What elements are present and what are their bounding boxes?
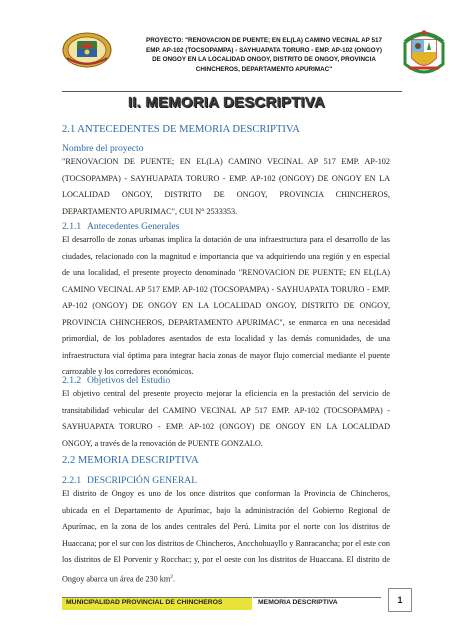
page-header: [62, 26, 402, 92]
area-superscript: 2: [170, 573, 173, 580]
header-line-1: PROYECTO: "RENOVACION DE PUENTE; EN EL(LA) CAMINO VECINAL AP 517: [146, 37, 382, 44]
page-title: II. MEMORIA DESCRIPTIVA: [127, 94, 326, 111]
section-2-1-subheading: Nombre del proyecto: [62, 143, 144, 154]
header-divider: [62, 91, 402, 92]
section-title: Objetivos del Estudio: [87, 375, 171, 386]
section-number: 2.2.1: [62, 475, 82, 486]
section-2-1-paragraph: "RENOVACION DE PUENTE; EN EL(LA) CAMINO VECINAL AP 517 EMP. AP-102 (TOCSOPAMPA) - SAYHUAPATA TORURO - EMP. AP-102 (ONGOY) DE ONGOY EN LA LOCALIDAD ONGOY, DISTRITO DE ONGOY, PROVINCIA CHINCHEROS, DEPARTAMENTO APURIMAC", CUI N° 2533353.: [62, 157, 390, 216]
section-2-1-2-heading: [62, 375, 170, 386]
municipality-logo-icon: [62, 30, 112, 70]
header-line-3: DE ONGOY EN LA LOCALIDAD ONGOY, DISTRITO DE ONGOY, PROVINCIA: [152, 56, 376, 64]
section-2-2-1-paragraph: [62, 486, 390, 588]
section-2-2-1-heading: [62, 475, 197, 486]
peru-coat-of-arms-icon: [399, 28, 449, 78]
section-number: 2.1.2: [62, 375, 82, 386]
header-line-2: EMP. AP-102 (TOCSOPAMPA) - SAYHUAPATA TORURO - EMP. AP-102 (ONGOY): [146, 46, 382, 54]
project-header-text: [124, 36, 404, 75]
section-2-1-1-heading: [62, 221, 179, 232]
section-2-1-2-paragraph: El objetivo central del presente proyecto mejorar la eficiencia en la prestación del servicio de transitabilidad vehicular del CAMINO VECINAL AP 517 EMP. AP-102 (TOCSOPAMPA) - SAYHUAPATA TORURO - EMP. AP-102 (ONGOY) DE ONGOY EN LA LOCALIDAD ONGOY, a través de la renovación de PUENTE GONZALO.: [62, 389, 390, 448]
section-number: 2.1.1: [62, 221, 82, 232]
section-2-1-1-paragraph: El desarrollo de zonas urbanas implica la dotación de una infraestructura para el desarrollo de las ciudades, relacionado con la magnitud e importancia que va adquiriendo una región y en especial de una localidad, el presente proyecto denominado "RENOVACION DE PUENTE; EN EL(LA) CAMINO VECINAL AP 517 EMP. AP-102 (TOCSOPAMPA) - SAYHUAPATA TORURO - EMP. AP-102 (ONGOY) DE ONGOY EN LA LOCALIDAD ONGOY, DISTRITO DE ONGOY, PROVINCIA CHINCHEROS, DEPARTAMENTO APURIMAC", se enmarca en una necesidad primordial, de los pobladores asentados de esta localidad y las demás comunidades, de una infraestructura vial óptima para integrar hacia zonas de mayor flujo comercial mediante el puente carrozable y los corredores económicos.: [62, 235, 390, 376]
header-line-4: CHINCHEROS, DEPARTAMENTO APURIMAC": [195, 66, 333, 74]
section-title: Antecedentes Generales: [87, 221, 180, 232]
section-2-2-heading: 2.2 MEMORIA DESCRIPTIVA: [62, 455, 199, 466]
paragraph-end: .: [172, 574, 176, 584]
footer-municipality: MUNICIPALIDAD PROVINCIAL DE CHINCHEROS: [66, 599, 223, 606]
footer-section-name: MEMORIA DESCRIPTIVA: [258, 599, 338, 606]
section-title: DESCRIPCIÓN GENERAL: [87, 475, 198, 486]
section-2-1-heading: 2.1 ANTECEDENTES DE MEMORIA DESCRIPTIVA: [62, 124, 300, 135]
paragraph-text: El distrito de Ongoy es uno de los once distritos que conforman la Provincia de Chincheros, ubicada en el Departamento de Apurímac, bajo la administración del Gobierno Regional de Apurímac, en la zona de los andes centrales del Perú. Limita por el norte con los distritos de Huaccana; por el sur con los distritos de Chincheros, Ancchohuayllo y Ranracancha; por el este con los distritos de El Porvenir y Rocchac; y, por el oeste con los distritos de Huaccana. El distrito de Ongoy abarca un área de 230 km: [62, 489, 390, 584]
page-number: 1: [388, 588, 412, 612]
